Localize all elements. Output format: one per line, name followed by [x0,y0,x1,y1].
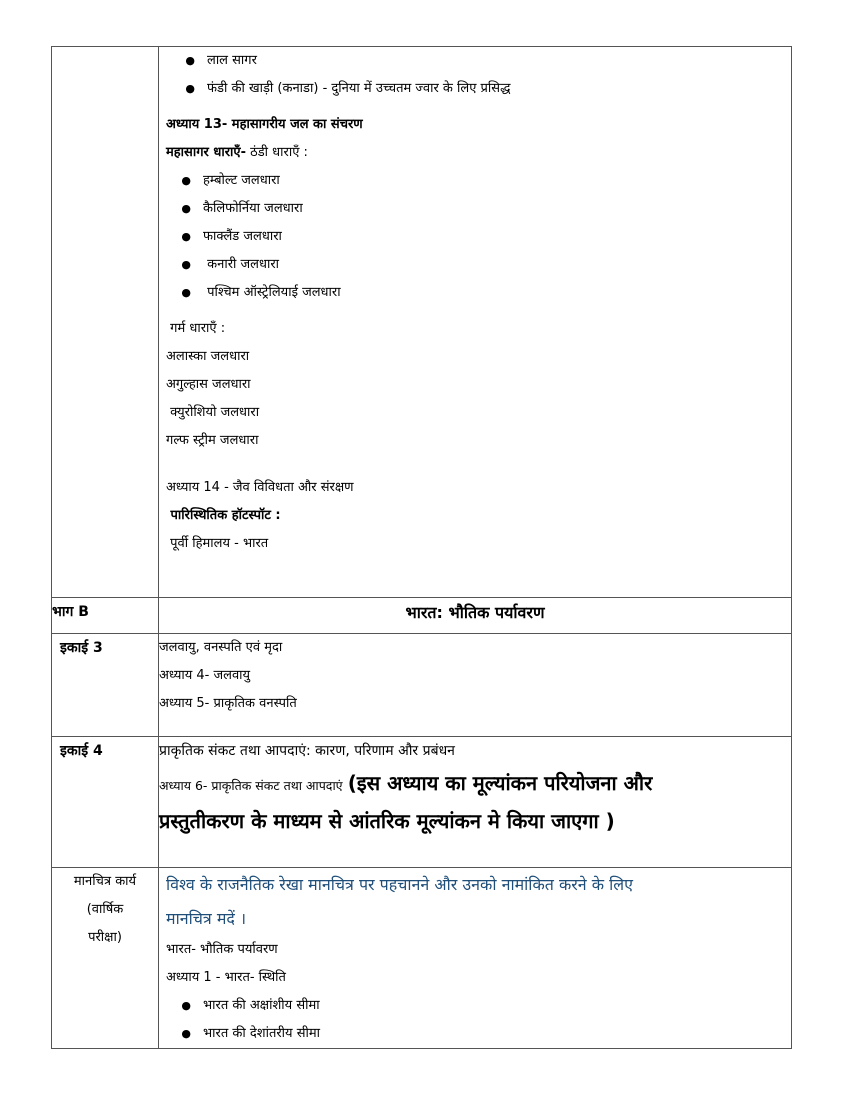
list-item-text: क्युरोशियो जलधारा [170,405,260,420]
cold-currents-list [159,167,791,307]
list-item: अगुल्हास जलधारा [166,377,251,392]
unit-4-note-part1: (इस अध्याय का मूल्यांकन परियोजना और [347,771,653,795]
hotspot-item-text: पूर्वी हिमालय - भारत [170,536,269,551]
map-work-line: भारत- भौतिक पर्यावरण [166,942,278,957]
list-item-text: भारत की अक्षांशीय सीमा [203,998,320,1013]
map-work-label: (वार्षिक [86,902,124,917]
unit-4-label: इकाई 4 [60,743,103,759]
map-work-heading-1: विश्व के राजनैतिक रेखा मानचित्र पर पहचानने और उनको नामांकित करने के लिए [166,875,633,894]
list-item-text: पश्चिम ऑस्ट्रेलियाई जलधारा [207,285,341,300]
hotspot-label [166,502,791,530]
table-row-unit-4 [52,737,792,868]
syllabus-table [51,46,792,1049]
unit-4-content [159,737,792,868]
unit-3-label-cell [52,634,159,737]
part-b-label: भाग B [52,598,159,634]
map-work-line: अध्याय 1 - भारत- स्थिति [166,970,286,985]
unit-4-line-1: प्राकृतिक संकट तथा आपदाएं: कारण, परिणाम और प्रबंधन [159,743,455,759]
unit-4-chapter: अध्याय 6- प्राकृतिक संकट तथा आपदाएं [159,778,343,793]
chapter-13-title: अध्याय 13- महासागरीय जल का संचरण [166,117,363,132]
list-item-text: फंडी की खाड़ी (कनाडा) - दुनिया में उच्चतम ज्वार के लिए प्रसिद्ध [207,81,511,96]
unit-3-line: जलवायु, वनस्पति एवं मृदा [159,640,283,655]
map-work-content [159,868,792,1049]
unit-4-line-2 [159,765,791,801]
list-item: ● कैलिफोर्निया जलधारा [181,201,303,216]
list-item-text: हम्बोल्ट जलधारा [203,173,280,188]
list-item-text: लाल सागर [207,53,257,68]
unit-3-content [159,634,792,737]
table-row-unit-3 [52,634,792,737]
list-item [166,399,791,427]
part-b-title: भारत: भौतिक पर्यावरण [159,598,792,634]
map-work-label: मानचित्र कार्य [73,874,137,889]
unit-4-note-part2: प्रस्तुतीकरण के माध्यम से आंतरिक मूल्यांकन मे किया जाएगा ) [159,809,615,833]
currents-heading-bold: महासागर धाराएँ- [166,145,246,160]
list-item: गल्फ स्ट्रीम जलधारा [166,433,259,448]
list-item: ● फंडी की खाड़ी (कनाडा) - दुनिया में उच्चतम ज्वार के लिए प्रसिद्ध [185,81,511,96]
currents-heading [166,139,791,167]
table-row-map-work [52,868,792,1049]
unit-3-label: इकाई 3 [60,640,103,656]
list-item-text: भारत की देशांतरीय सीमा [203,1026,321,1041]
chapter-14-title: अध्याय 14 - जैव विविधता और संरक्षण [166,480,354,495]
content-cell-ocean [159,47,792,598]
warm-currents-label-text: गर्म धाराएँ : [170,321,226,336]
map-work-label: परीक्षा) [88,930,122,945]
list-item: अलास्का जलधारा [166,349,250,364]
left-cell-empty [52,47,159,598]
list-item: ● पश्चिम ऑस्ट्रेलियाई जलधारा [181,285,341,300]
table-row-part-b [52,598,792,634]
list-item: ● फाक्लैंड जलधारा [181,229,282,244]
list-item-text: कनारी जलधारा [207,257,280,272]
list-item: ● कनारी जलधारा [181,257,280,272]
list-item: ● भारत की देशांतरीय सीमा [181,1026,321,1041]
unit-3-line: अध्याय 4- जलवायु [159,668,251,683]
cold-currents-label: ठंडी धाराएँ : [250,145,308,160]
unit-4-label-cell [52,737,159,868]
hotspot-item [166,530,791,558]
list-item-text: फाक्लैंड जलधारा [203,229,282,244]
list-item: ● भारत की अक्षांशीय सीमा [181,998,320,1013]
warm-currents-label [166,315,791,343]
table-row-ocean [52,47,792,598]
list-item-text: कैलिफोर्निया जलधारा [203,201,303,216]
unit-3-line: अध्याय 5- प्राकृतिक वनस्पति [159,696,297,711]
list-item: ● हम्बोल्ट जलधारा [181,173,280,188]
hotspot-label-text: पारिस्थितिक हॉटस्पॉट : [170,508,281,523]
map-work-heading-2: मानचित्र मदें । [166,909,247,928]
list-item: ● लाल सागर [185,53,257,68]
map-work-label-cell [52,868,159,1049]
